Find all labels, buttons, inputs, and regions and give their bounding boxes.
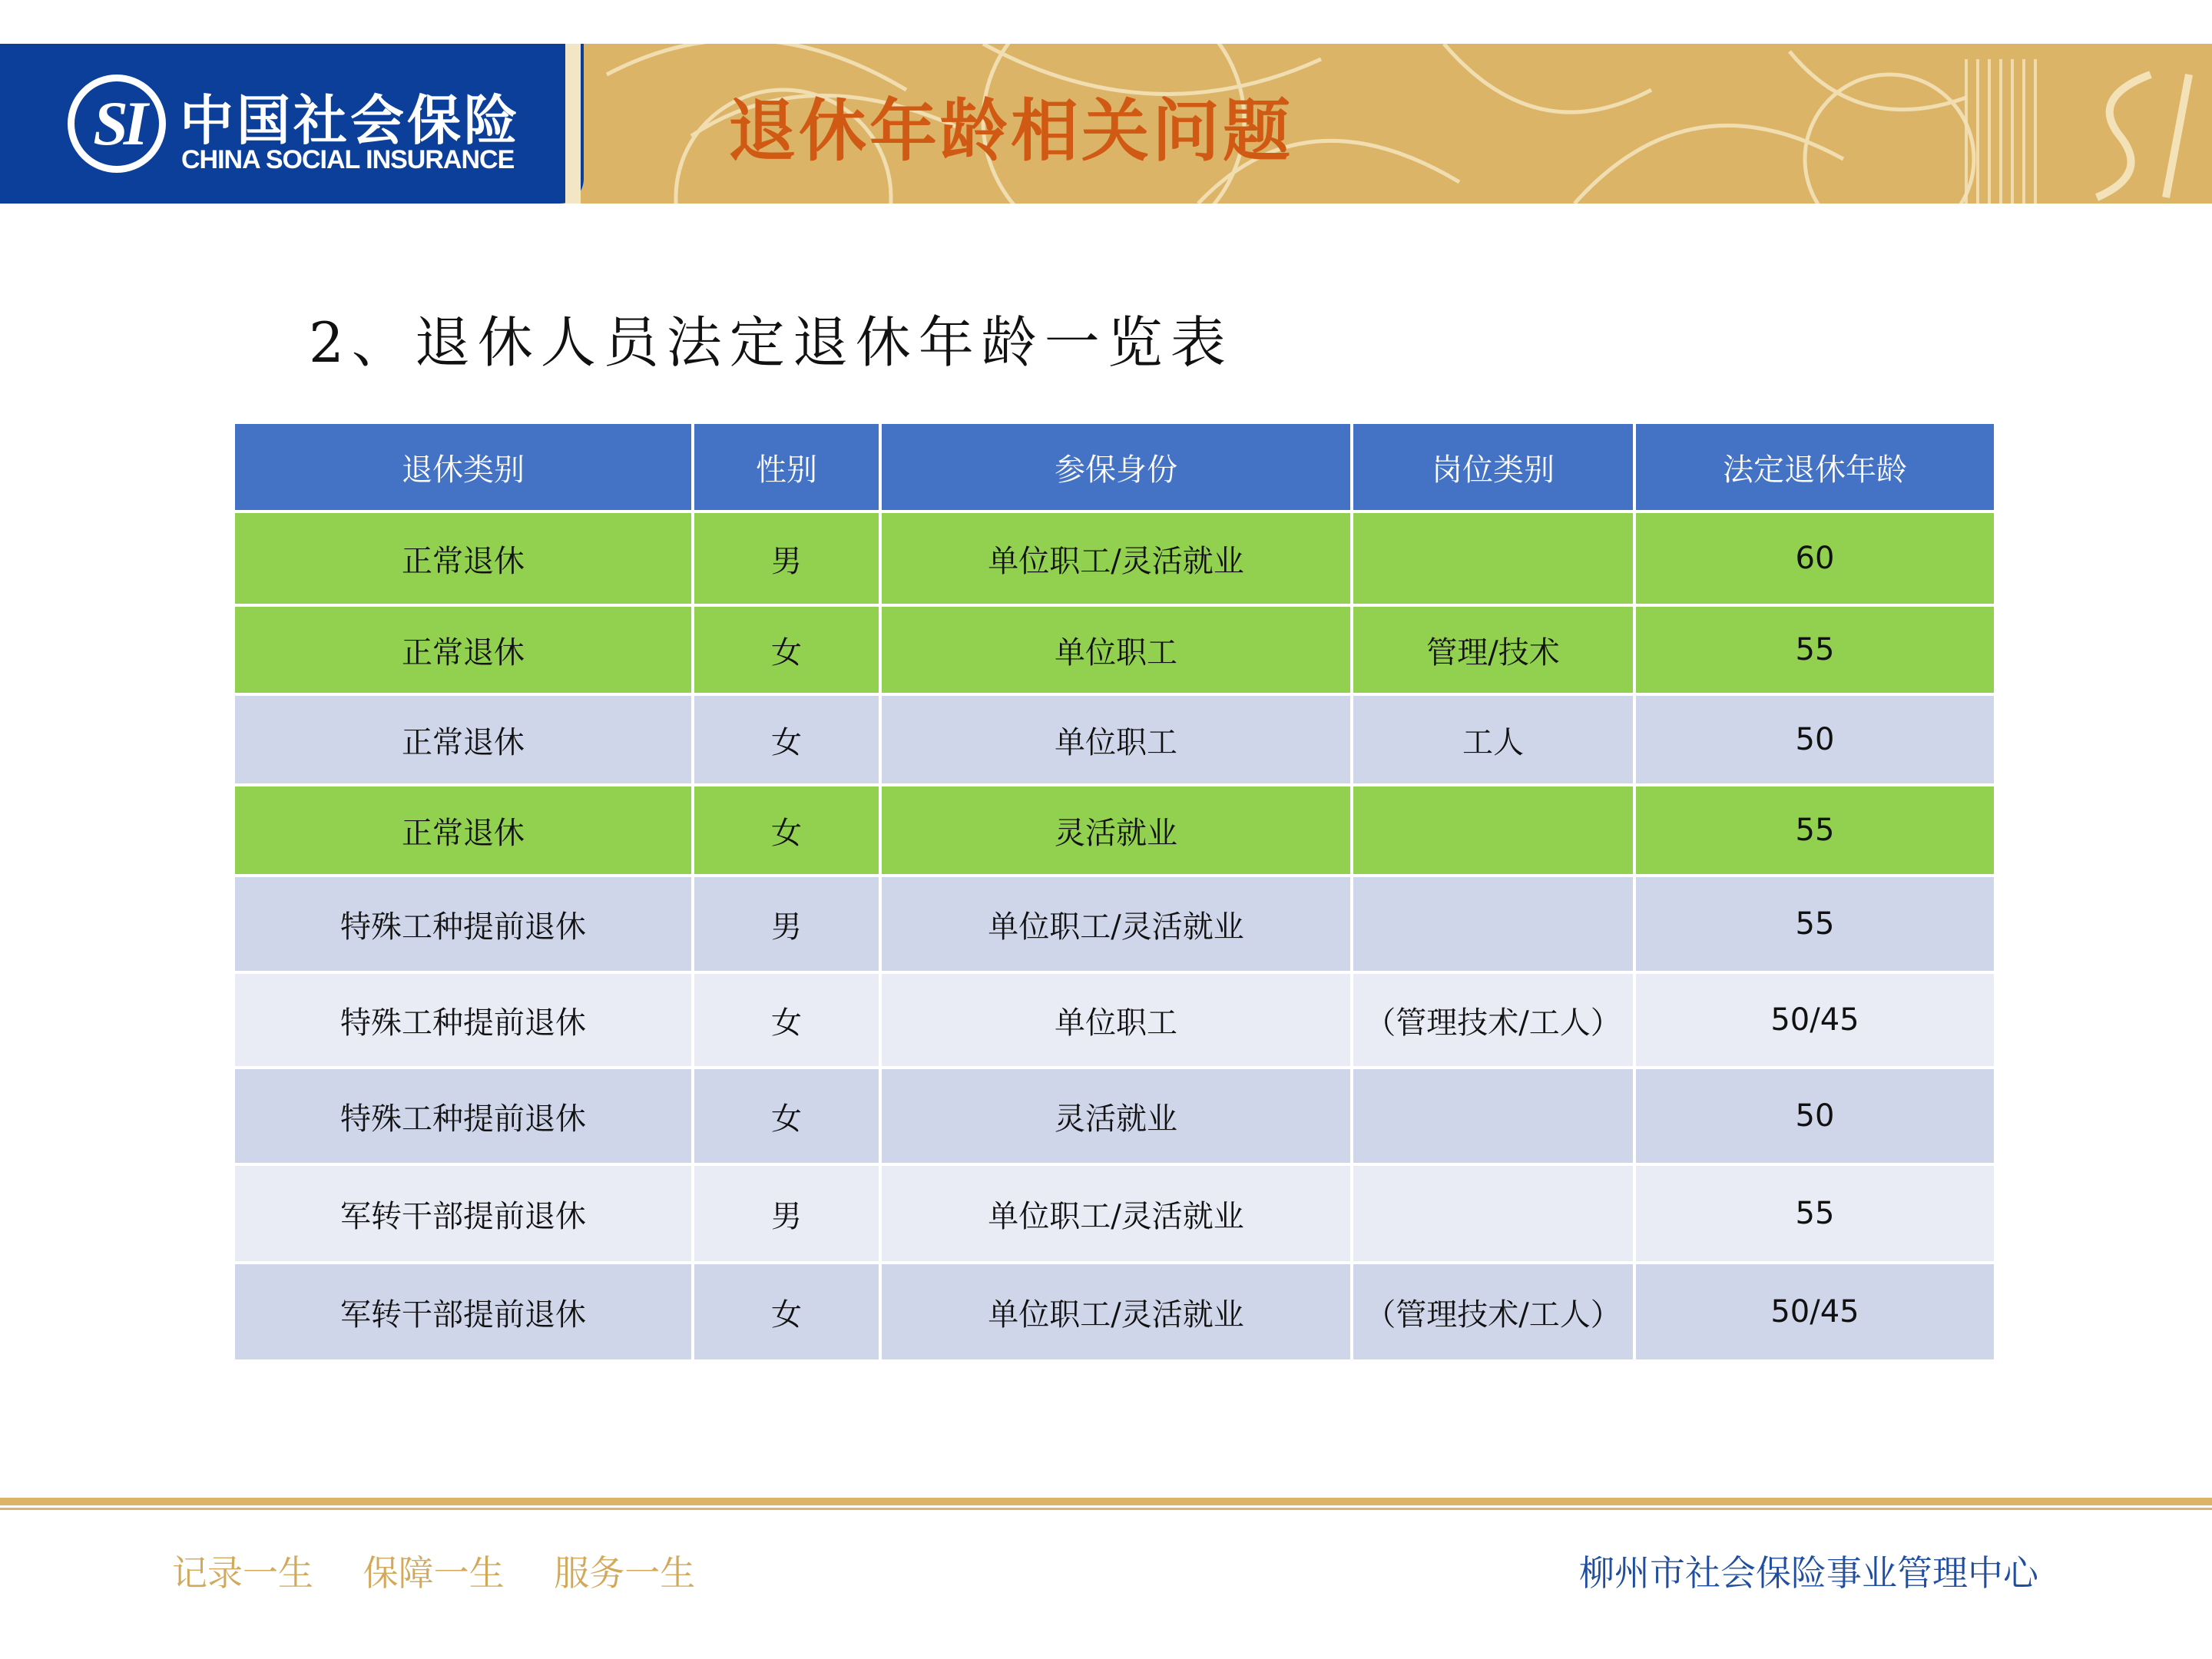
brand-divider	[565, 44, 581, 204]
table-row	[233, 605, 1995, 694]
footer-slogan	[172, 1545, 733, 1596]
cell-gender: 女	[693, 785, 880, 876]
table-row	[233, 1263, 1995, 1361]
cell-retire-type: 特殊工种提前退休	[233, 972, 693, 1068]
cell-position-type: （管理技术/工人）	[1352, 972, 1634, 1068]
cell-retire-type: 正常退休	[233, 605, 693, 694]
cell-gender: 女	[693, 694, 880, 785]
table-header-row	[233, 422, 1995, 512]
cell-position-type	[1352, 876, 1634, 972]
cell-legal-age: 55	[1634, 1164, 1995, 1263]
cell-retire-type: 军转干部提前退休	[233, 1263, 693, 1361]
table-row	[233, 1164, 1995, 1263]
cell-insured-identity: 单位职工/灵活就业	[880, 512, 1352, 605]
table-row	[233, 785, 1995, 876]
cell-retire-type: 特殊工种提前退休	[233, 876, 693, 972]
cell-insured-identity: 单位职工/灵活就业	[880, 876, 1352, 972]
table-caption: 2、退休人员法定退休年龄一览表	[309, 310, 1233, 375]
cell-insured-identity: 灵活就业	[880, 1068, 1352, 1164]
cell-insured-identity: 单位职工/灵活就业	[880, 1263, 1352, 1361]
cell-insured-identity: 单位职工	[880, 972, 1352, 1068]
slide-title: 退休年龄相关问题	[728, 91, 1294, 171]
cell-position-type	[1352, 785, 1634, 876]
footer-rule	[0, 1498, 2212, 1505]
cell-position-type: 管理/技术	[1352, 605, 1634, 694]
slogan-serve: 服务一生	[554, 1552, 696, 1594]
cell-legal-age: 50	[1634, 694, 1995, 785]
cell-retire-type: 特殊工种提前退休	[233, 1068, 693, 1164]
cell-position-type	[1352, 1068, 1634, 1164]
brand-name-cn: 中国社会保险	[180, 89, 521, 152]
cell-legal-age: 55	[1634, 785, 1995, 876]
cell-retire-type: 正常退休	[233, 785, 693, 876]
cell-gender: 男	[693, 876, 880, 972]
cell-legal-age: 50	[1634, 1068, 1995, 1164]
cell-insured-identity: 单位职工	[880, 694, 1352, 785]
cell-position-type	[1352, 512, 1634, 605]
footer-organization: 柳州市社会保险事业管理中心	[1579, 1552, 2038, 1594]
cell-retire-type: 正常退休	[233, 694, 693, 785]
cell-retire-type: 军转干部提前退休	[233, 1164, 693, 1263]
table-row	[233, 876, 1995, 972]
header-retire-type: 退休类别	[233, 422, 693, 512]
cell-legal-age: 50/45	[1634, 972, 1995, 1068]
slogan-protect: 保障一生	[363, 1552, 505, 1594]
cell-gender: 女	[693, 1068, 880, 1164]
cell-gender: 男	[693, 512, 880, 605]
cell-legal-age: 50/45	[1634, 1263, 1995, 1361]
header-position-type: 岗位类别	[1352, 422, 1634, 512]
table-row	[233, 512, 1995, 605]
cell-gender: 男	[693, 1164, 880, 1263]
brand-panel	[0, 44, 584, 204]
table-row	[233, 972, 1995, 1068]
header-gender: 性别	[693, 422, 880, 512]
slogan-record: 记录一生	[172, 1552, 313, 1594]
cell-legal-age: 60	[1634, 512, 1995, 605]
cell-retire-type: 正常退休	[233, 512, 693, 605]
cell-position-type: 工人	[1352, 694, 1634, 785]
footer-rule-thin	[0, 1508, 2212, 1510]
header-insured-identity: 参保身份	[880, 422, 1352, 512]
header-band	[0, 44, 2212, 204]
cell-gender: 女	[693, 605, 880, 694]
cell-insured-identity: 单位职工	[880, 605, 1352, 694]
table-row	[233, 694, 1995, 785]
cell-insured-identity: 单位职工/灵活就业	[880, 1164, 1352, 1263]
cell-legal-age: 55	[1634, 876, 1995, 972]
cell-legal-age: 55	[1634, 605, 1995, 694]
brand-name-en: CHINA SOCIAL INSURANCE	[181, 145, 515, 174]
header-legal-age: 法定退休年龄	[1634, 422, 1995, 512]
cell-insured-identity: 灵活就业	[880, 785, 1352, 876]
table-row	[233, 1068, 1995, 1164]
si-logo-mark: SI	[93, 88, 144, 158]
cell-position-type: （管理技术/工人）	[1352, 1263, 1634, 1361]
cell-gender: 女	[693, 1263, 880, 1361]
cell-gender: 女	[693, 972, 880, 1068]
retirement-age-table	[232, 421, 1997, 1363]
cell-position-type	[1352, 1164, 1634, 1263]
